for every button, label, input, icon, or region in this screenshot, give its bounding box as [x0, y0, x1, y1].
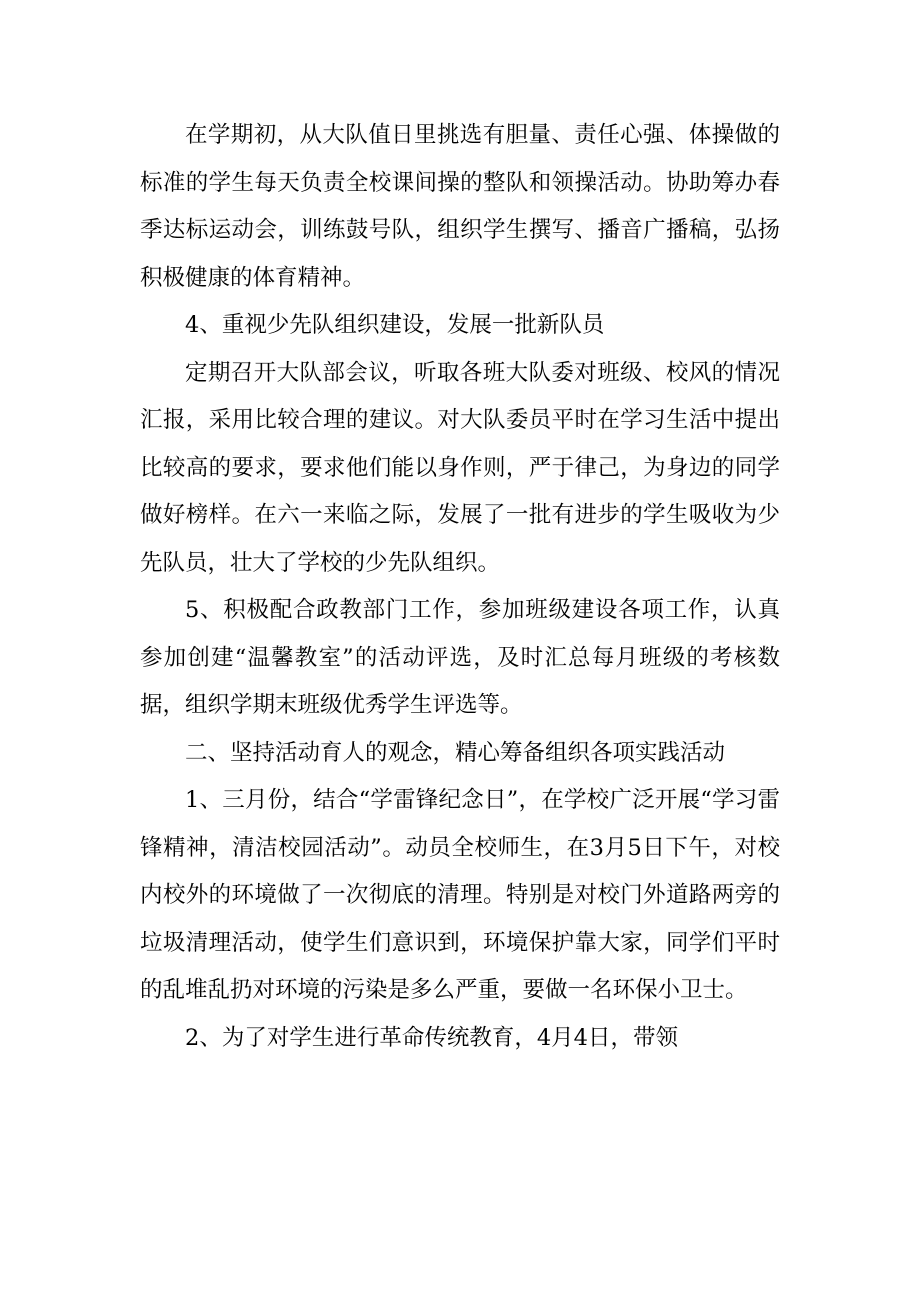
paragraph-4: 5、积极配合政教部门工作，参加班级建设各项工作，认真参加创建“温馨教室”的活动评选，及时汇总每月班级的考核数据，组织学期末班级优秀学生评选等。	[140, 597, 780, 718]
paragraph-7: 2、为了对学生进行革命传统教育，4月4日，带领	[185, 1024, 678, 1051]
document-body	[140, 112, 780, 1062]
paragraph-6: 1、三月份，结合“学雷锋纪念日”，在学校广泛开展“学习雷锋精神，清洁校园活动”。动员全校师生，在3月5日下午，对校内校外的环境做了一次彻底的清理。特别是对校门外道路两旁的垃圾清理活动，使学生们意识到，环境保护靠大家，同学们平时的乱堆乱扔对环境的污染是多么严重，要做一名环保小卫士。	[140, 787, 780, 1003]
paragraph-1: 在学期初，从大队值日里挑选有胆量、责任心强、体操做的标准的学生每天负责全校课间操的整队和领操活动。协助筹办春季达标运动会，训练鼓号队，组织学生撰写、播音广播稿，弘扬积极健康的体育精神。	[140, 122, 780, 291]
paragraph-3: 定期召开大队部会议，听取各班大队委对班级、校风的情况汇报，采用比较合理的建议。对大队委员平时在学习生活中提出比较高的要求，要求他们能以身作则，严于律己，为身边的同学做好榜样。在六一来临之际，发展了一批有进步的学生吸收为少先队员，壮大了学校的少先队组织。	[140, 359, 780, 576]
paragraph-2: 4、重视少先队组织建设，发展一批新队员	[185, 312, 605, 338]
paragraph-5: 二、坚持活动育人的观念，精心筹备组织各项实践活动	[185, 739, 726, 766]
